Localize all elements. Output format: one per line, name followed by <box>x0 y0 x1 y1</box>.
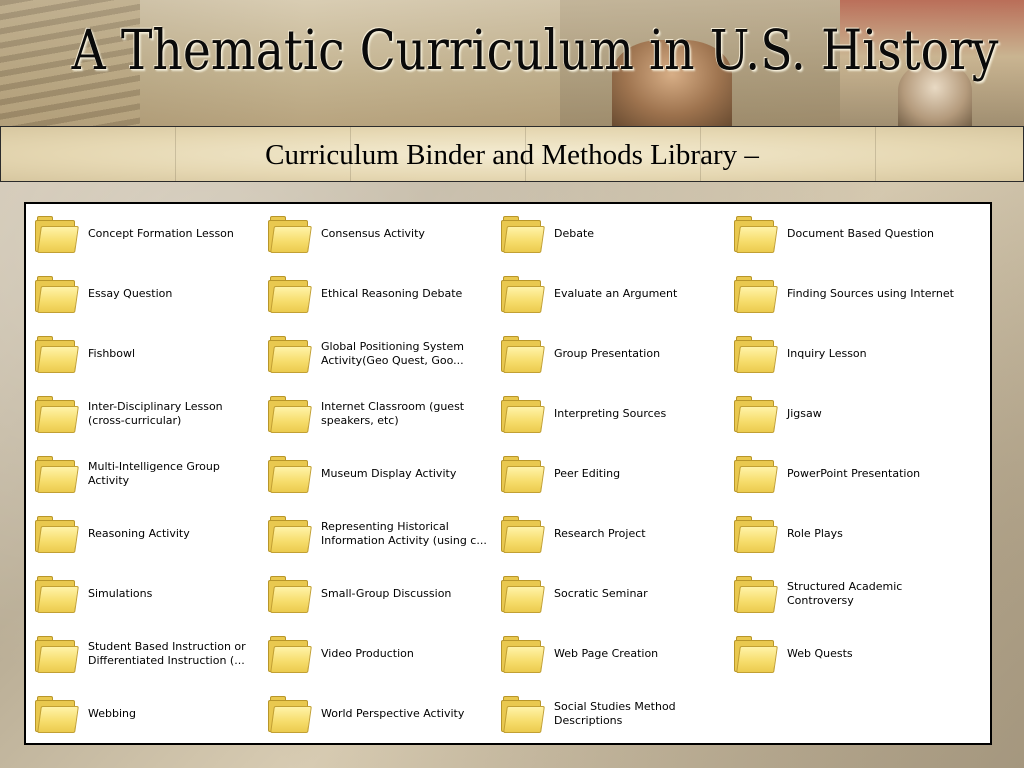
folder-icon <box>734 576 774 612</box>
folder-icon <box>734 336 774 372</box>
folder-label: Socratic Seminar <box>554 587 648 600</box>
folder-icon <box>35 696 75 732</box>
folder-label: Global Positioning System Activity(Geo Quest, Goo... <box>321 340 464 367</box>
folder-label: Reasoning Activity <box>88 527 190 540</box>
folder-label: Role Plays <box>787 527 843 540</box>
folder-icon <box>734 456 774 492</box>
folder-label: Video Production <box>321 647 414 660</box>
folder-icon <box>268 516 308 552</box>
folder-icon <box>268 576 308 612</box>
folder-label: World Perspective Activity <box>321 707 465 720</box>
folder-icon <box>501 396 541 432</box>
folder-item[interactable] <box>259 264 489 324</box>
folder-item[interactable] <box>725 444 955 504</box>
folder-item[interactable] <box>725 324 955 384</box>
folder-item[interactable] <box>259 324 489 384</box>
folder-label: Simulations <box>88 587 153 600</box>
folder-item[interactable] <box>259 504 489 564</box>
folder-label: Small-Group Discussion <box>321 587 452 600</box>
folder-icon <box>35 636 75 672</box>
folder-label: Internet Classroom (guest speakers, etc) <box>321 400 465 427</box>
page-subtitle: Curriculum Binder and Methods Library – <box>265 139 759 171</box>
folder-item[interactable] <box>492 264 722 324</box>
folder-label: Finding Sources using Internet <box>787 287 954 300</box>
folder-item[interactable] <box>259 684 489 744</box>
folder-icon <box>268 276 308 312</box>
folder-item[interactable] <box>492 444 722 504</box>
folder-icon <box>268 396 308 432</box>
folder-item[interactable] <box>259 624 489 684</box>
folder-label: Museum Display Activity <box>321 467 457 480</box>
folder-icon <box>35 576 75 612</box>
folder-icon <box>734 216 774 252</box>
folder-item[interactable] <box>492 204 722 264</box>
folder-label: Document Based Question <box>787 227 934 240</box>
folder-icon <box>501 276 541 312</box>
folder-item[interactable] <box>725 504 955 564</box>
folder-label: Structured Academic Controversy <box>787 580 903 607</box>
folder-icon <box>734 396 774 432</box>
folder-label: Web Quests <box>787 647 853 660</box>
folder-icon <box>35 396 75 432</box>
folder-item[interactable] <box>259 204 489 264</box>
header-banner <box>0 0 1024 126</box>
folder-icon <box>734 516 774 552</box>
folder-icon <box>501 696 541 732</box>
folder-label: Multi-Intelligence Group Activity <box>88 460 220 487</box>
folder-label: Concept Formation Lesson <box>88 227 234 240</box>
folder-icon <box>268 216 308 252</box>
folder-icon <box>501 516 541 552</box>
folder-item[interactable] <box>26 264 256 324</box>
folder-item[interactable] <box>259 564 489 624</box>
folder-item[interactable] <box>492 564 722 624</box>
folder-icon <box>734 276 774 312</box>
folder-icon <box>501 456 541 492</box>
folder-label: PowerPoint Presentation <box>787 467 921 480</box>
folder-item[interactable] <box>492 384 722 444</box>
folder-item[interactable] <box>259 444 489 504</box>
folder-icon <box>35 276 75 312</box>
folder-item[interactable] <box>492 624 722 684</box>
folder-icon <box>35 336 75 372</box>
folder-label: Student Based Instruction or Differentiated Instruction (... <box>88 640 246 667</box>
folder-icon <box>501 216 541 252</box>
folder-label: Group Presentation <box>554 347 661 360</box>
folder-item[interactable] <box>26 684 256 744</box>
folder-icon <box>268 336 308 372</box>
folder-label: Representing Historical Information Activity (using c... <box>321 520 487 547</box>
folder-item[interactable] <box>26 564 256 624</box>
folder-item[interactable] <box>725 264 955 324</box>
folder-item[interactable] <box>26 384 256 444</box>
folder-item[interactable] <box>26 624 256 684</box>
folder-icon <box>268 456 308 492</box>
folder-label: Consensus Activity <box>321 227 425 240</box>
folder-label: Research Project <box>554 527 646 540</box>
folder-label: Inquiry Lesson <box>787 347 867 360</box>
folder-item[interactable] <box>259 384 489 444</box>
folder-label: Ethical Reasoning Debate <box>321 287 463 300</box>
folder-icon <box>35 456 75 492</box>
folder-label: Web Page Creation <box>554 647 659 660</box>
folder-icon <box>35 516 75 552</box>
folder-label: Evaluate an Argument <box>554 287 678 300</box>
folder-item[interactable] <box>492 504 722 564</box>
folder-item[interactable] <box>492 324 722 384</box>
folder-item[interactable] <box>725 384 955 444</box>
folder-item[interactable] <box>725 204 955 264</box>
folder-label: Inter-Disciplinary Lesson (cross-curricular) <box>88 400 223 427</box>
folder-label: Social Studies Method Descriptions <box>554 700 676 727</box>
folder-icon <box>501 576 541 612</box>
page-title: A Thematic Curriculum in U.S. History <box>71 18 999 82</box>
folder-label: Webbing <box>88 707 136 720</box>
folder-item[interactable] <box>492 684 722 744</box>
folder-icon <box>734 636 774 672</box>
subtitle-bar <box>0 126 1024 182</box>
folder-item[interactable] <box>26 504 256 564</box>
folder-label: Peer Editing <box>554 467 621 480</box>
folder-icon <box>268 636 308 672</box>
folder-item[interactable] <box>26 324 256 384</box>
folder-icon <box>35 216 75 252</box>
folder-label: Interpreting Sources <box>554 407 667 420</box>
folder-grid-panel <box>24 202 992 745</box>
folder-item[interactable] <box>725 564 955 624</box>
folder-label: Fishbowl <box>88 347 136 360</box>
folder-label: Essay Question <box>88 287 173 300</box>
folder-item[interactable] <box>725 624 955 684</box>
folder-label: Jigsaw <box>787 407 822 420</box>
folder-icon <box>501 336 541 372</box>
folder-item[interactable] <box>26 204 256 264</box>
folder-icon <box>268 696 308 732</box>
folder-label: Debate <box>554 227 595 240</box>
folder-item[interactable] <box>26 444 256 504</box>
folder-icon <box>501 636 541 672</box>
